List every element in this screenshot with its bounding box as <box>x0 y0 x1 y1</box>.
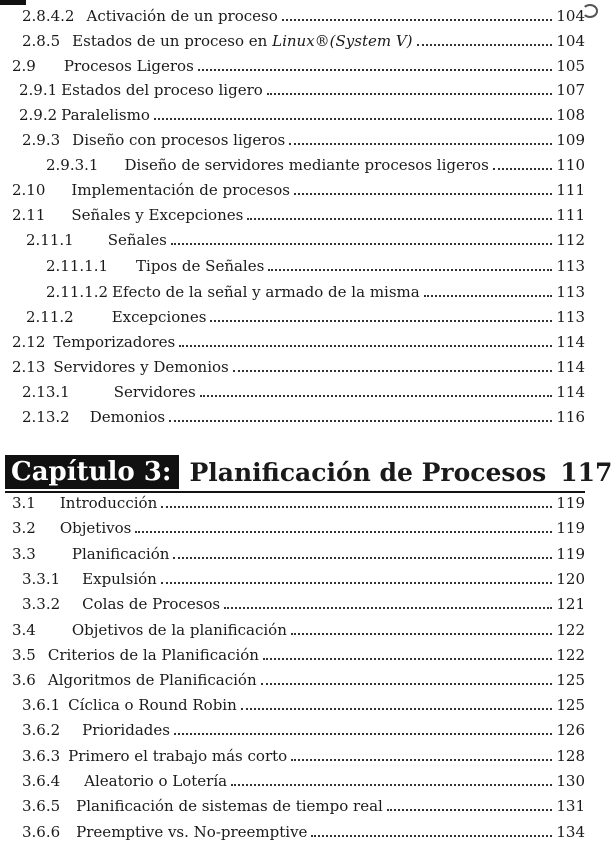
toc-entry <box>22 407 585 427</box>
toc-entry <box>12 544 585 564</box>
toc-entry-page-number: 126 <box>556 721 585 739</box>
toc-entry-number: 3.3.1 <box>22 570 61 588</box>
toc-entry-number: 2.9.1 <box>19 81 58 99</box>
toc-entry-title <box>86 6 277 26</box>
toc-entry-title <box>108 230 167 250</box>
toc-entry-page-number: 111 <box>556 206 585 224</box>
toc-entry <box>22 130 585 150</box>
toc-entry-title <box>64 56 194 76</box>
toc-entry-title <box>68 746 287 766</box>
toc-entry <box>12 493 585 513</box>
dot-leader <box>210 320 552 322</box>
toc-entry <box>46 256 585 276</box>
toc-entry-title <box>90 407 165 427</box>
toc-entry-title-text: Algoritmos de Planificación <box>47 671 257 689</box>
toc-entry-number: 3.3 <box>12 545 36 563</box>
toc-entry <box>12 645 585 665</box>
toc-entry <box>12 670 585 690</box>
toc-entry-number: 3.3.2 <box>22 595 61 613</box>
toc-entry <box>22 746 585 766</box>
toc-entry-page-number: 111 <box>556 181 585 199</box>
toc-entry-title <box>60 518 131 538</box>
chapter-title: Planificación de Procesos <box>189 457 547 487</box>
toc-entry-number: 3.6.6 <box>22 823 61 841</box>
toc-entry-title <box>60 493 157 513</box>
dot-leader <box>200 395 553 397</box>
dot-leader <box>173 557 552 559</box>
toc-entry <box>22 822 585 842</box>
toc-entry-number: 2.10 <box>12 181 46 199</box>
dot-leader <box>267 93 553 95</box>
dot-leader <box>294 193 552 195</box>
toc-entry <box>46 155 585 175</box>
toc-entry-page-number: 105 <box>556 57 585 75</box>
toc-entry-number: 2.12 <box>12 333 46 351</box>
toc-entry-page-number: 109 <box>556 131 585 149</box>
chapter-heading <box>5 455 612 489</box>
toc-entry-title-text: Estados del proceso ligero <box>61 81 263 99</box>
toc-entry-page-number: 119 <box>556 545 585 563</box>
toc-entry-page-number: 122 <box>556 621 585 639</box>
dot-leader <box>171 243 553 245</box>
toc-entry-title-text: Estados de un proceso en <box>72 32 273 50</box>
toc-entry-title <box>48 645 259 665</box>
top-edge-mark <box>0 0 26 5</box>
toc-entry-page-number: 104 <box>556 32 585 50</box>
toc-entry-title-text: Implementación de procesos <box>71 181 290 199</box>
toc-entry-title <box>76 822 307 842</box>
toc-entry-number: 2.11.1 <box>26 231 74 249</box>
toc-entry-title-text: Temporizadores <box>53 333 176 351</box>
toc-entry-number: 2.13.1 <box>22 383 70 401</box>
dot-leader <box>224 607 552 609</box>
toc-entry-page-number: 121 <box>556 595 585 613</box>
toc-entry-page-number: 120 <box>556 570 585 588</box>
toc-entry-title-text: Diseño de servidores mediante procesos ligeros <box>124 156 489 174</box>
toc-entry-number: 2.9.2 <box>19 106 58 124</box>
dot-leader <box>161 506 552 508</box>
toc-entry-title <box>72 130 285 150</box>
toc-entry-title-text: Objetivos de la planificación <box>71 621 287 639</box>
toc-entry <box>12 56 585 76</box>
toc-entry-title-text: Servidores y Demonios <box>53 358 229 376</box>
toc-entry-title <box>72 31 412 51</box>
toc-entry-title-text: Activación de un proceso <box>86 7 278 25</box>
toc-entry-page-number: 108 <box>556 106 585 124</box>
toc-entry-title-text: Introducción <box>59 494 158 512</box>
toc-entry-page-number: 114 <box>556 383 585 401</box>
toc-entry-page-number: 130 <box>556 772 585 790</box>
toc-entry-page-number: 107 <box>556 81 585 99</box>
toc-entry-page-number: 116 <box>556 408 585 426</box>
toc-entry-title-text: Criterios de la Planificación <box>47 646 259 664</box>
toc-entry-title-text: Demonios <box>89 408 166 426</box>
toc-entry-page-number: 114 <box>556 358 585 376</box>
dot-leader <box>161 582 553 584</box>
toc-entry-title <box>68 695 237 715</box>
toc-entry-title <box>71 180 290 200</box>
toc-entry-page-number: 119 <box>556 519 585 537</box>
toc-entry-number: 2.11.1.2 <box>46 283 109 301</box>
toc-entry-number: 3.5 <box>12 646 36 664</box>
toc-entry-title <box>72 544 170 564</box>
dot-leader <box>289 143 552 145</box>
toc-entry-title <box>72 620 287 640</box>
toc-entry-page-number: 131 <box>556 797 585 815</box>
toc-entry-title-text: Expulsión <box>82 570 157 588</box>
toc-entry-title <box>82 594 220 614</box>
toc-entry-number: 3.6.2 <box>22 721 61 739</box>
toc-entry-title-text: Excepciones <box>111 308 207 326</box>
toc-entry-title <box>136 256 264 276</box>
dot-leader <box>311 835 552 837</box>
chapter-label: Capítulo 3: <box>5 455 179 489</box>
toc-entry-title-text: Preemptive vs. No-preemptive <box>76 823 308 841</box>
toc-entry-title-text: Prioridades <box>82 721 170 739</box>
toc-entry-number: 2.11 <box>12 206 46 224</box>
toc-entry-title-text: Servidores <box>113 383 196 401</box>
chapter-page-number: 117 <box>560 457 612 487</box>
toc-entry-page-number: 134 <box>556 823 585 841</box>
toc-entry-title-text: Primero el trabajo más corto <box>68 747 288 765</box>
toc-entry <box>46 282 585 302</box>
toc-entry-number: 3.6.5 <box>22 797 61 815</box>
toc-entry-title-text: Tipos de Señales <box>136 257 265 275</box>
toc-entry <box>12 205 585 225</box>
toc-entry-title <box>48 670 257 690</box>
toc-entry <box>12 180 585 200</box>
toc-entry-title <box>61 105 150 125</box>
toc-entry-number: 2.13.2 <box>22 408 70 426</box>
toc-entry-title <box>82 720 170 740</box>
toc-entry-page-number: 113 <box>556 283 585 301</box>
toc-entry-title-text: Aleatorio o Lotería <box>84 772 228 790</box>
toc-entry <box>22 720 585 740</box>
toc-entry-title-italic: Linux®(System V) <box>272 32 413 50</box>
toc-entry <box>22 382 585 402</box>
toc-entry-number: 2.9 <box>12 57 36 75</box>
toc-entry-title <box>61 80 263 100</box>
toc-entry-page-number: 110 <box>556 156 585 174</box>
toc-entry-title <box>71 205 243 225</box>
toc-entry-page-number: 113 <box>556 257 585 275</box>
toc-entry-title-text: Colas de Procesos <box>82 595 221 613</box>
toc-entry <box>22 31 585 51</box>
toc-entry-page-number: 119 <box>556 494 585 512</box>
toc-entry <box>12 620 585 640</box>
toc-entry-page-number: 122 <box>556 646 585 664</box>
toc-entry-page-number: 104 <box>556 7 585 25</box>
dot-leader <box>282 19 553 21</box>
toc-entry-title-text: Paralelismo <box>61 106 150 124</box>
toc-entry-title-text: Planificación <box>71 545 170 563</box>
toc-entry-number: 2.11.1.1 <box>46 257 109 275</box>
dot-leader <box>417 44 553 46</box>
toc-entry-page-number: 125 <box>556 696 585 714</box>
toc-entry <box>22 569 585 589</box>
toc-entry-number: 2.9.3.1 <box>46 156 99 174</box>
toc-entry-number: 2.8.4.2 <box>22 7 75 25</box>
toc-entry-title <box>124 155 488 175</box>
dot-leader <box>233 370 553 372</box>
toc-entry-number: 3.6.3 <box>22 747 61 765</box>
toc-entry-title-text: Efecto de la señal y armado de la misma <box>112 283 420 301</box>
toc-entry-title <box>84 771 227 791</box>
toc-entry-number: 2.13 <box>12 358 46 376</box>
dot-leader <box>231 784 552 786</box>
dot-leader <box>424 295 553 297</box>
dot-leader <box>135 531 552 533</box>
toc-entry <box>22 594 585 614</box>
dot-leader <box>198 69 553 71</box>
dot-leader <box>179 345 552 347</box>
toc-entry-number: 3.6.4 <box>22 772 61 790</box>
toc-entry-title-text: Señales <box>107 231 167 249</box>
toc-entry-number: 3.6.1 <box>22 696 61 714</box>
toc-entry-title <box>53 357 228 377</box>
toc-entry <box>22 695 585 715</box>
dot-leader <box>261 683 553 685</box>
toc-entry-number: 2.9.3 <box>22 131 61 149</box>
toc-entry-number: 3.4 <box>12 621 36 639</box>
toc-entry <box>22 6 585 26</box>
dot-leader <box>174 733 552 735</box>
toc-entry-title-text: Objetivos <box>59 519 132 537</box>
dot-leader <box>241 708 553 710</box>
toc-entry-page-number: 114 <box>556 333 585 351</box>
toc-entry-number: 3.1 <box>12 494 36 512</box>
toc-entry <box>26 230 585 250</box>
toc-entry <box>19 105 585 125</box>
toc-entry <box>12 332 585 352</box>
dot-leader <box>154 118 552 120</box>
toc-entry-page-number: 125 <box>556 671 585 689</box>
toc-entry-title-text: Diseño con procesos ligeros <box>72 131 286 149</box>
toc-entry <box>22 796 585 816</box>
toc-entry-page-number: 112 <box>556 231 585 249</box>
dot-leader <box>387 809 553 811</box>
toc-entry-page-number: 128 <box>556 747 585 765</box>
dot-leader <box>263 658 552 660</box>
toc-entry-title <box>82 569 157 589</box>
toc-entry-title-text: Procesos Ligeros <box>63 57 194 75</box>
dot-leader <box>169 420 552 422</box>
toc-entry <box>26 307 585 327</box>
toc-entry <box>12 518 585 538</box>
toc-entry <box>12 357 585 377</box>
toc-entry <box>19 80 585 100</box>
toc-entry-title <box>112 307 207 327</box>
toc-entry-page-number: 113 <box>556 308 585 326</box>
dot-leader <box>291 633 552 635</box>
dot-leader <box>493 168 553 170</box>
dot-leader <box>291 759 552 761</box>
toc-entry-title-text: Planificación de sistemas de tiempo real <box>76 797 383 815</box>
dot-leader <box>268 269 552 271</box>
toc-entry-title <box>114 382 196 402</box>
toc-entry-title <box>53 332 175 352</box>
dot-leader <box>247 218 552 220</box>
toc-entry-title <box>112 282 420 302</box>
toc-entry-number: 3.6 <box>12 671 36 689</box>
toc-entry-number: 2.8.5 <box>22 32 61 50</box>
toc-entry-number: 2.11.2 <box>26 308 74 326</box>
toc-entry-title-text: Señales y Excepciones <box>71 206 244 224</box>
toc-entry-title <box>76 796 383 816</box>
toc-entry-title-text: Cíclica o Round Robin <box>68 696 237 714</box>
toc-entry <box>22 771 585 791</box>
toc-entry-number: 3.2 <box>12 519 36 537</box>
